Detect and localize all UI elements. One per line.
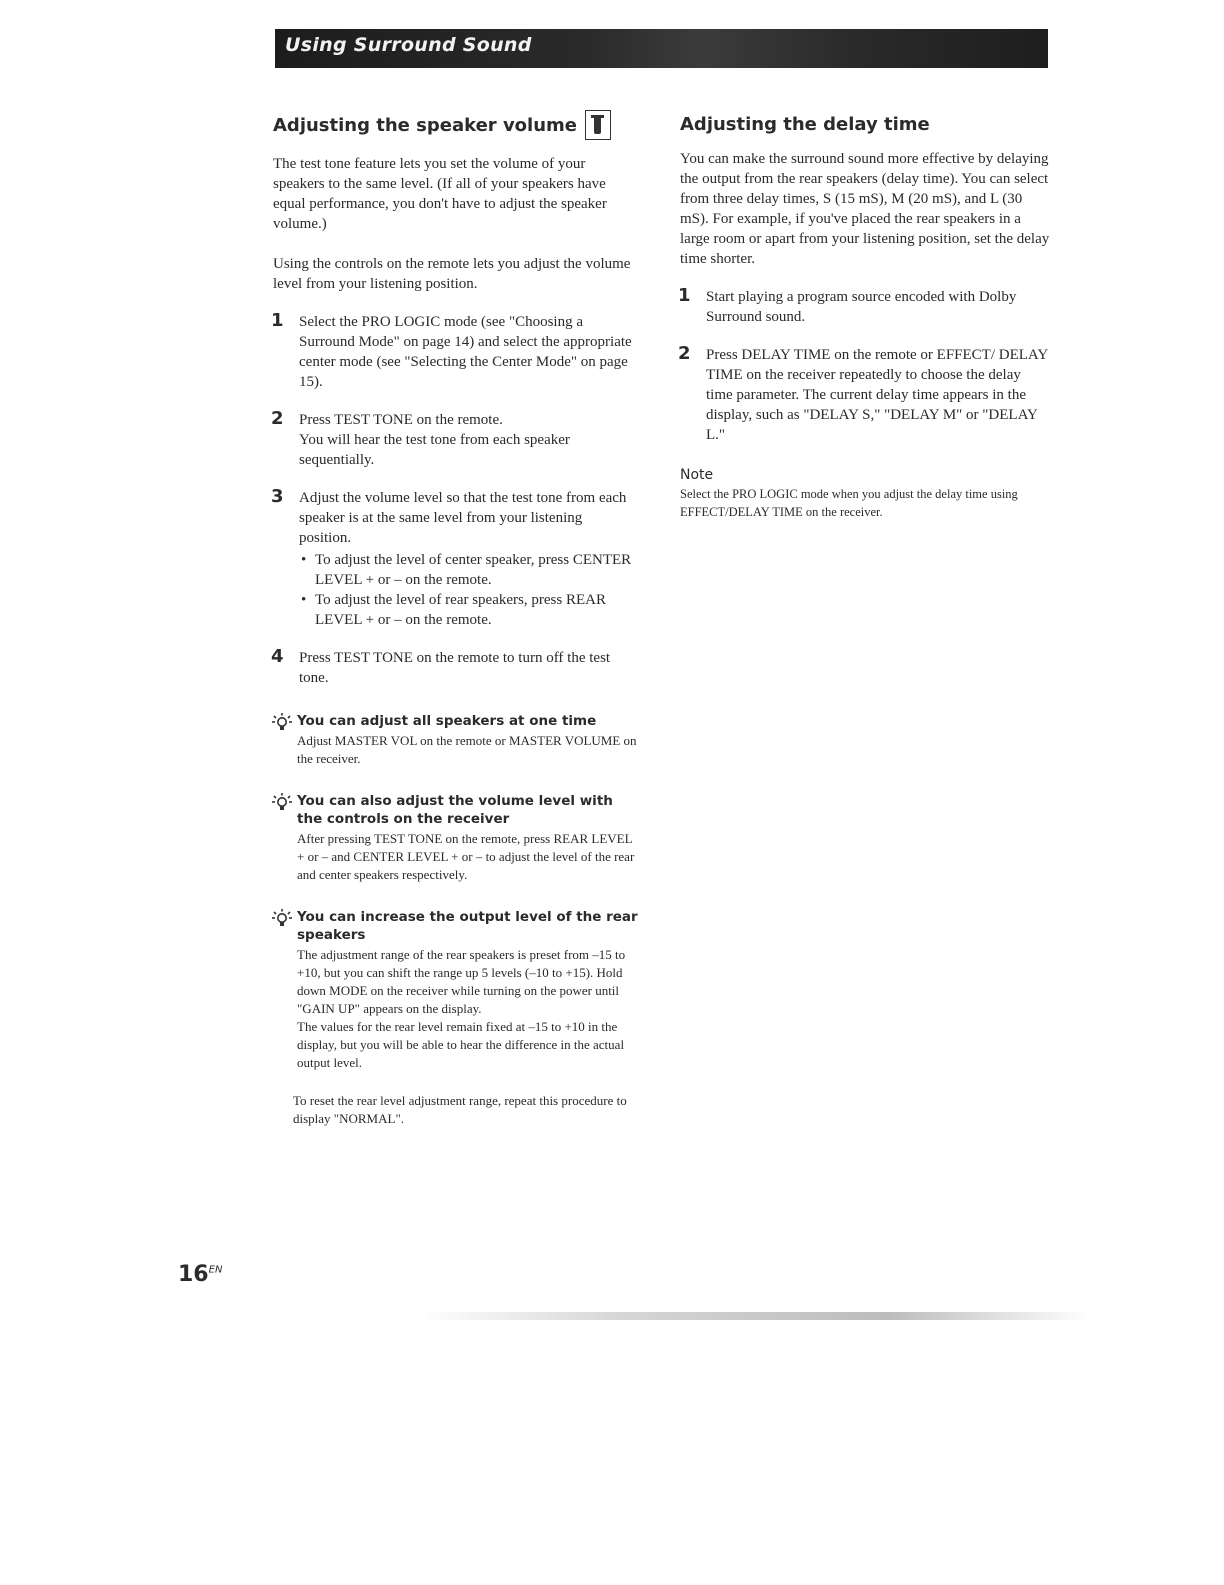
step-2: 2 Press TEST TONE on the remote. You will hear the test tone from each speaker sequentially.	[271, 408, 570, 468]
intro-paragraph-2: Using the controls on the remote lets you adjust the volume level from your listening position.	[273, 256, 631, 292]
bullet-item: • To adjust the level of center speaker, press CENTER LEVEL + or – on the remote.	[299, 550, 638, 590]
step-4: 4 Press TEST TONE on the remote to turn off the test tone.	[271, 646, 611, 686]
right-column	[680, 114, 1050, 521]
volume-steps	[273, 312, 638, 688]
lightbulb-icon	[271, 792, 293, 816]
tip-title: You can also adjust the volume level with the controls on the receiver	[297, 793, 613, 827]
tip-body: Adjust MASTER VOL on the remote or MASTER VOLUME on the receiver.	[297, 733, 637, 766]
step-1: 1 Select the PRO LOGIC mode (see "Choosing a Surround Mode" on page 14) and select the appropriate center mode (see "Selecting the Center Mode" on page 15).	[271, 310, 632, 390]
delay-intro: You can make the surround sound more effective by delaying the output from the rear speakers (delay time). You can select from three delay times, S (15 mS), M (20 mS), and L (30 mS). For example, if you've placed the rear speakers in a large room or apart from your listening position, set the delay time shorter.	[680, 151, 1050, 267]
section-title: Using Surround Sound	[285, 34, 532, 56]
delay-time-heading: Adjusting the delay time	[680, 114, 930, 135]
delay-step-2: 2 Press DELAY TIME on the remote or EFFECT/ DELAY TIME on the receiver repeatedly to choose the delay time parameter. The current delay time appears in the display, such as "DELAY S," "DELAY M" or "DELAY L."	[678, 343, 1048, 443]
intro-paragraph: The test tone feature lets you set the volume of your speakers to the same level. (If all of your speakers have equal performance, you don't have to adjust the speaker volume.)	[273, 156, 607, 232]
scan-shadow	[420, 1312, 1090, 1320]
lightbulb-icon	[271, 712, 293, 736]
tip-body: After pressing TEST TONE on the remote, press REAR LEVEL + or – and CENTER LEVEL + or – to adjust the level of the rear and center speakers respectively.	[297, 831, 635, 882]
remote-control-icon	[585, 110, 611, 140]
delay-step-1: 1 Start playing a program source encoded with Dolby Surround sound.	[678, 285, 1017, 325]
page-language-suffix: EN	[208, 1264, 223, 1276]
section-header-bar	[275, 29, 1048, 68]
page-number: $16^{EN}$	[178, 1262, 223, 1287]
tip-2	[273, 792, 638, 884]
tip-title: You can adjust all speakers at one time	[297, 713, 597, 729]
delay-steps	[680, 287, 1050, 445]
note-title: Note	[680, 467, 714, 483]
speaker-volume-heading: Adjusting the speaker volume	[273, 110, 638, 140]
note-body: Select the PRO LOGIC mode when you adjust the delay time using EFFECT/DELAY TIME on the receiver.	[680, 487, 1018, 519]
tip-1	[273, 712, 638, 768]
reset-note: To reset the rear level adjustment range, repeat this procedure to display "NORMAL".	[293, 1093, 627, 1126]
tip-title: You can increase the output level of the rear speakers	[297, 909, 638, 943]
step-3-bullets	[299, 550, 638, 630]
tip-body: The adjustment range of the rear speakers is preset from –15 to +10, but you can shift the range up 5 levels (–10 to +15). Hold down MODE on the receiver while turning on the power until "GAIN UP" appears on the display. The values for the rear level remain fixed at –15 to +10 in the display, but you will be able to hear the difference in the actual output level.	[297, 947, 626, 1070]
tip-3	[273, 908, 638, 1072]
lightbulb-icon	[271, 908, 293, 932]
bullet-item: • To adjust the level of rear speakers, press REAR LEVEL + or – on the remote.	[299, 590, 638, 630]
step-3: 3 Adjust the volume level so that the test tone from each speaker is at the same level from your listening position. • To adjust the level of center speaker, press CENTER LEVEL + or – on the remote. • To adjust the level of rear speakers, press REAR LEVEL + or – on the remote.	[273, 488, 638, 630]
left-column	[273, 110, 638, 1128]
